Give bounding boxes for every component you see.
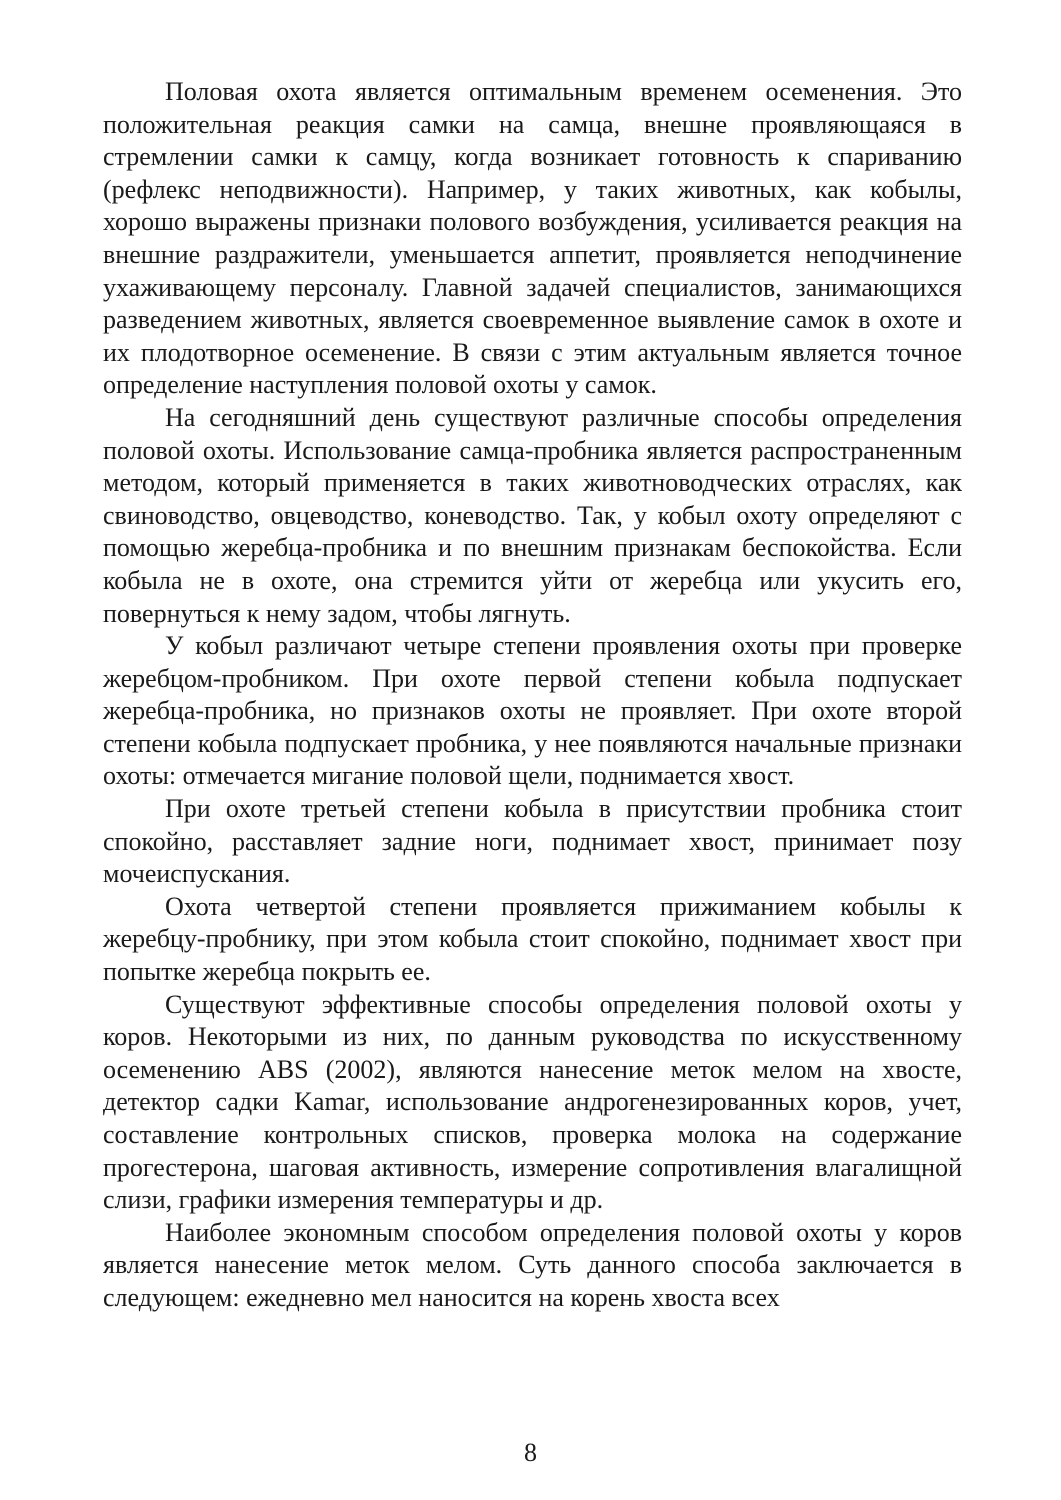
page-number: 8 <box>524 1438 537 1467</box>
paragraph-2: На сегодняшний день существуют различные способы определения половой охоты. Использование самца-пробника является распространенным методом, который применяется в таких животноводческих отраслях, как свиноводство, овцеводство, коневодство. Так, у кобыл охоту определяют с помощью жеребца-пробника и по внешним признакам беспокойства. Если кобыла не в охоте, она стремится уйти от жеребца или укусить его, повернуться к нему задом, чтобы лягнуть. <box>103 402 962 628</box>
paragraph-4: При охоте третьей степени кобыла в присутствии пробника стоит спокойно, расставляет задние ноги, поднимает хвост, принимает позу мочеиспускания. <box>103 794 962 889</box>
paragraph-5: Охота четвертой степени проявляется прижиманием кобылы к жеребцу-пробнику, при этом кобыла стоит спокойно, поднимает хвост при попытке жеребца покрыть ее. <box>103 891 962 987</box>
paragraph-6: Существуют эффективные способы определения половой охоты у коров. Некоторыми из них, по данным руководства по искусственному осеменению ABS (2002), являются нанесение меток мелом на хвосте, детектор садки Kamar, использование андрогенезированных коров, учет, составление контрольных списков, проверка молока на содержание прогестерона, шаговая активность, измерение сопротивления влагалищной слизи, графики измерения температуры и др. <box>103 989 962 1215</box>
paragraph-1: Половая охота является оптимальным временем осеменения. Это положительная реакция самки на самца, внешне проявляющаяся в стремлении самки к самцу, когда возникает готовность к спариванию (рефлекс неподвижности). Например, у таких животных, как кобылы, хорошо выражены признаки полового возбуждения, усиливается реакция на внешние раздражители, уменьшается аппетит, проявляется неподчинение ухаживающему персоналу. Главной задачей специалистов, занимающихся разведением животных, является своевременное выявление самок в охоте и их плодотворное осеменение. В связи с этим актуальным является точное определение наступления половой охоты у самок. <box>103 77 962 400</box>
paragraph-7: Наиболее экономным способом определения половой охоты у коров является нанесение меток мелом. Суть данного способа заключается в следующем: ежедневно мел наносится на корень хвоста всех <box>103 1217 962 1312</box>
body-text <box>103 76 962 1315</box>
paragraph-3: У кобыл различают четыре степени проявления охоты при проверке жеребцом-пробником. При охоте первой степени кобыла подпускает жеребца-пробника, но признаков охоты не проявляет. При охоте второй степени кобыла подпускает пробника, у нее появляются начальные признаки охоты: отмечается мигание половой щели, поднимается хвост. <box>103 631 962 791</box>
